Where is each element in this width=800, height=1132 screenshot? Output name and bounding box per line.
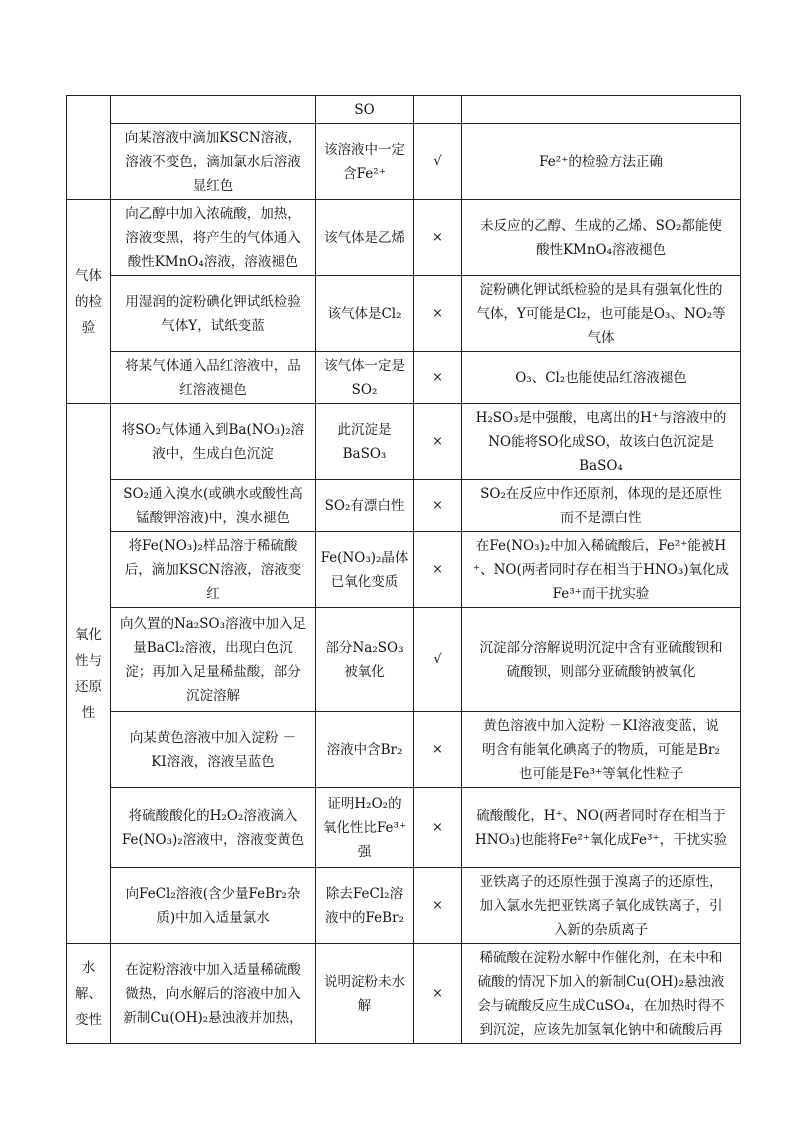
judgement-cell: × [414, 532, 462, 608]
judgement-cell: × [414, 944, 462, 1044]
table-row [67, 532, 741, 608]
conclusion-cell: 说明淀粉未水 解 [316, 944, 414, 1044]
conclusion-cell: 溶液中含Br₂ [316, 712, 414, 788]
conclusion-cell: 除去FeCl₂溶 液中的FeBr₂ [316, 868, 414, 944]
conclusion-cell: Fe(NO₃)₂晶体 已氧化变质 [316, 532, 414, 608]
table-row [67, 404, 741, 480]
judgement-cell: √ [414, 124, 462, 200]
operation-cell: 将某气体通入品红溶液中，品 红溶液褪色 [111, 352, 316, 404]
table-row [67, 788, 741, 868]
category-cell [67, 96, 111, 200]
judgement-cell: √ [414, 608, 462, 712]
judgement-cell: × [414, 404, 462, 480]
conclusion-cell: 该气体是乙烯 [316, 200, 414, 276]
operation-cell: 将SO₂气体通入到Ba(NO₃)₂溶 液中，生成白色沉淀 [111, 404, 316, 480]
explanation-cell: Fe²⁺的检验方法正确 [462, 124, 741, 200]
operation-cell: 向某黄色溶液中加入淀粉 － KI溶液，溶液呈蓝色 [111, 712, 316, 788]
explanation-cell: 未反应的乙醇、生成的乙烯、SO₂都能使 酸性KMnO₄溶液褪色 [462, 200, 741, 276]
table-row [67, 352, 741, 404]
operation-cell: 在淀粉溶液中加入适量稀硫酸 微热，向水解后的溶液中加入 新制Cu(OH)₂悬浊液并加热， [111, 944, 316, 1044]
conclusion-cell: SO₂有漂白性 [316, 480, 414, 532]
conclusion-cell: 部分Na₂SO₃ 被氧化 [316, 608, 414, 712]
explanation-cell: 硫酸酸化，H⁺、NO(两者同时存在相当于 HNO₃)也能将Fe²⁺氧化成Fe³⁺，干扰实验 [462, 788, 741, 868]
conclusion-cell: 此沉淀是 BaSO₃ [316, 404, 414, 480]
operation-cell: 向某溶液中滴加KSCN溶液， 溶液不变色，滴加氯水后溶液 显红色 [111, 124, 316, 200]
category-gas-detection: 气体 的检 验 [67, 200, 111, 404]
explanation-cell: 淀粉碘化钾试纸检验的是具有强氧化性的 气体，Y可能是Cl₂，也可能是O₃、NO₂等 气体 [462, 276, 741, 352]
conclusion-cell: 该气体一定是 SO₂ [316, 352, 414, 404]
table-row [67, 944, 741, 1044]
explanation-cell [462, 96, 741, 124]
explanation-cell: H₂SO₃是中强酸，电离出的H⁺与溶液中的 NO能将SO化成SO，故该白色沉淀是 BaSO₄ [462, 404, 741, 480]
explanation-cell: 沉淀部分溶解说明沉淀中含有亚硫酸钡和 硫酸钡，则部分亚硫酸钠被氧化 [462, 608, 741, 712]
conclusion-cell: SO [316, 96, 414, 124]
judgement-cell: × [414, 788, 462, 868]
table-row [67, 276, 741, 352]
table-row [67, 868, 741, 944]
table-row [67, 712, 741, 788]
operation-cell: 向乙醇中加入浓硫酸，加热， 溶液变黑，将产生的气体通入 酸性KMnO₄溶液，溶液褪色 [111, 200, 316, 276]
explanation-cell: O₃、Cl₂也能使品红溶液褪色 [462, 352, 741, 404]
category-redox: 氧化 性与 还原 性 [67, 404, 111, 944]
explanation-cell: 在Fe(NO₃)₂中加入稀硫酸后，Fe²⁺能被H ⁺、NO(两者同时存在相当于HNO₃)氧化成 Fe³⁺而干扰实验 [462, 532, 741, 608]
explanation-cell: SO₂在反应中作还原剂，体现的是还原性 而不是漂白性 [462, 480, 741, 532]
judgement-cell: × [414, 276, 462, 352]
judgement-cell: × [414, 712, 462, 788]
table-row [67, 96, 741, 124]
operation-cell [111, 96, 316, 124]
operation-cell: 将硫酸酸化的H₂O₂溶液滴入 Fe(NO₃)₂溶液中，溶液变黄色 [111, 788, 316, 868]
operation-cell: 向FeCl₂溶液(含少量FeBr₂杂 质)中加入适量氯水 [111, 868, 316, 944]
table-row [67, 124, 741, 200]
operation-cell: SO₂通入溴水(或碘水或酸性高 锰酸钾溶液)中，溴水褪色 [111, 480, 316, 532]
table-row [67, 480, 741, 532]
explanation-cell: 亚铁离子的还原性强于溴离子的还原性， 加入氯水先把亚铁离子氧化成铁离子，引 入新的杂质离子 [462, 868, 741, 944]
experiment-table [66, 95, 741, 1044]
judgement-cell: × [414, 352, 462, 404]
explanation-cell: 黄色溶液中加入淀粉 －KI溶液变蓝，说 明含有能氧化碘离子的物质，可能是Br₂ 也可能是Fe³⁺等氧化性粒子 [462, 712, 741, 788]
operation-cell: 将Fe(NO₃)₂样品溶于稀硫酸 后，滴加KSCN溶液，溶液变 红 [111, 532, 316, 608]
explanation-cell: 稀硫酸在淀粉水解中作催化剂，在未中和 硫酸的情况下加入的新制Cu(OH)₂悬浊液 会与硫酸反应生成CuSO₄，在加热时得不 到沉淀，应该先加氢氧化钠中和硫酸后再 [462, 944, 741, 1044]
conclusion-cell: 该溶液中一定 含Fe²⁺ [316, 124, 414, 200]
judgement-cell: × [414, 200, 462, 276]
judgement-cell [414, 96, 462, 124]
judgement-cell: × [414, 480, 462, 532]
conclusion-cell: 证明H₂O₂的 氧化性比Fe³⁺ 强 [316, 788, 414, 868]
table-row [67, 608, 741, 712]
operation-cell: 向久置的Na₂SO₃溶液中加入足 量BaCl₂溶液，出现白色沉 淀；再加入足量稀盐酸，部分 沉淀溶解 [111, 608, 316, 712]
table-row [67, 200, 741, 276]
judgement-cell: × [414, 868, 462, 944]
operation-cell: 用湿润的淀粉碘化钾试纸检验 气体Y，试纸变蓝 [111, 276, 316, 352]
conclusion-cell: 该气体是Cl₂ [316, 276, 414, 352]
category-hydrolysis: 水 解、 变性 [67, 944, 111, 1044]
